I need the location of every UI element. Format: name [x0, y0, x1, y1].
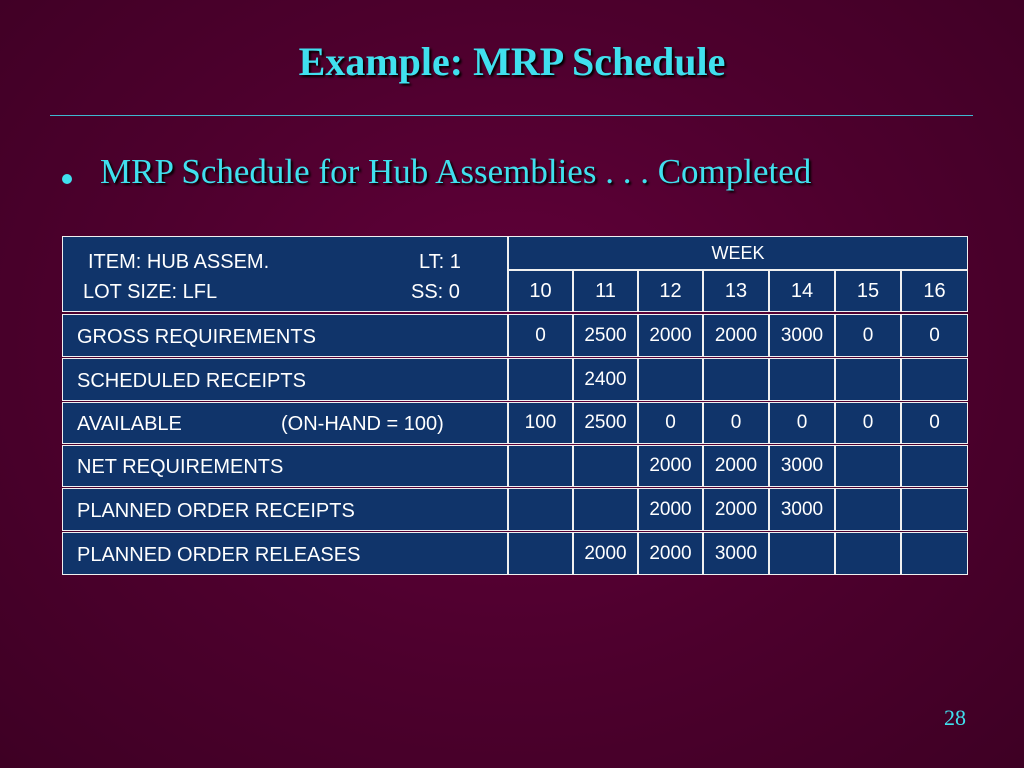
schedule-value: 2400	[584, 368, 627, 390]
schedule-value: 2000	[714, 498, 758, 520]
schedule-cell	[835, 402, 901, 444]
lot-size-label: LOT SIZE: LFL	[83, 281, 218, 303]
schedule-value: 3000	[780, 455, 824, 476]
schedule-value: 0	[862, 324, 874, 346]
schedule-cell	[901, 402, 968, 444]
week-number: 10	[529, 279, 552, 302]
schedule-cell	[703, 358, 769, 401]
schedule-cell	[508, 488, 573, 531]
schedule-value: 2000	[649, 498, 692, 520]
schedule-value: 3000	[714, 542, 758, 564]
schedule-cell	[638, 532, 703, 575]
week-number: 16	[923, 279, 946, 302]
week-column-header	[638, 270, 703, 312]
row-note: (ON-HAND = 100)	[281, 413, 444, 435]
row-label: PLANNED ORDER RECEIPTS	[77, 499, 355, 522]
row-label: AVAILABLE	[77, 413, 182, 435]
page-number: 28	[944, 705, 966, 730]
schedule-cell	[703, 314, 769, 357]
row-label: GROSS REQUIREMENTS	[77, 325, 316, 348]
schedule-cell	[573, 488, 638, 531]
row-label-cell	[62, 402, 508, 444]
item-label: ITEM: HUB ASSEM.	[88, 251, 270, 273]
week-column-header	[835, 270, 901, 312]
schedule-cell	[638, 488, 703, 531]
schedule-value: 2000	[714, 455, 758, 476]
schedule-value: 0	[730, 412, 742, 433]
schedule-cell	[703, 488, 769, 531]
slide-title: Example: MRP Schedule	[298, 39, 726, 84]
schedule-cell	[573, 532, 638, 575]
week-header-label: WEEK	[711, 242, 765, 263]
schedule-cell	[703, 402, 769, 444]
schedule-cell	[769, 532, 835, 575]
schedule-value: 0	[535, 324, 546, 346]
week-column-header	[703, 270, 769, 312]
schedule-cell	[638, 314, 703, 357]
row-label-cell	[62, 488, 508, 531]
schedule-value: 2500	[584, 412, 627, 433]
week-column-header	[508, 270, 573, 312]
schedule-value: 2000	[714, 324, 758, 346]
row-label-cell	[62, 314, 508, 357]
week-number: 12	[659, 279, 682, 302]
schedule-cell	[769, 358, 835, 401]
schedule-value: 2000	[649, 542, 692, 564]
schedule-cell	[901, 532, 968, 575]
schedule-cell	[573, 402, 638, 444]
title-divider	[50, 115, 973, 116]
row-label: PLANNED ORDER RELEASES	[77, 543, 361, 566]
item-header-panel	[62, 236, 508, 312]
schedule-value: 3000	[780, 498, 824, 520]
schedule-cell	[769, 402, 835, 444]
row-label-cell	[62, 445, 508, 487]
schedule-value: 3000	[780, 324, 824, 346]
week-column-header	[573, 270, 638, 312]
row-label: SCHEDULED RECEIPTS	[77, 369, 306, 392]
schedule-cell	[638, 445, 703, 487]
schedule-cell	[573, 358, 638, 401]
schedule-cell	[573, 445, 638, 487]
schedule-value: 2000	[649, 324, 692, 346]
week-number: 13	[724, 279, 748, 302]
schedule-cell	[835, 358, 901, 401]
row-label: NET REQUIREMENTS	[77, 456, 284, 478]
schedule-value: 100	[524, 412, 557, 433]
schedule-cell	[508, 445, 573, 487]
schedule-value: 0	[796, 412, 808, 433]
schedule-cell	[703, 445, 769, 487]
week-column-header	[901, 270, 968, 312]
schedule-cell	[769, 445, 835, 487]
week-number: 11	[595, 279, 616, 302]
schedule-cell	[769, 488, 835, 531]
schedule-cell	[703, 532, 769, 575]
week-column-header	[769, 270, 835, 312]
bullet-text: MRP Schedule for Hub Assemblies . . . Completed	[100, 152, 812, 191]
lead-time-label: LT: 1	[419, 251, 461, 273]
schedule-cell	[901, 445, 968, 487]
week-number: 15	[856, 279, 880, 302]
schedule-value: 2500	[584, 324, 627, 346]
schedule-value: 2000	[649, 455, 692, 476]
schedule-value: 0	[929, 412, 940, 433]
schedule-cell	[508, 358, 573, 401]
schedule-cell	[835, 314, 901, 357]
week-header	[508, 236, 968, 270]
schedule-value: 2000	[584, 542, 627, 564]
week-number: 14	[790, 279, 814, 302]
schedule-cell	[508, 314, 573, 357]
safety-stock-label: SS: 0	[411, 281, 460, 303]
schedule-cell	[769, 314, 835, 357]
schedule-value: 0	[929, 324, 940, 346]
schedule-cell	[638, 402, 703, 444]
schedule-value: 0	[665, 412, 676, 433]
schedule-cell	[835, 488, 901, 531]
schedule-cell	[901, 488, 968, 531]
row-label-cell	[62, 358, 508, 401]
schedule-cell	[638, 358, 703, 401]
schedule-cell	[835, 445, 901, 487]
schedule-cell	[835, 532, 901, 575]
schedule-cell	[508, 532, 573, 575]
schedule-cell	[573, 314, 638, 357]
schedule-cell	[508, 402, 573, 444]
bullet-dot-icon	[62, 174, 72, 184]
schedule-value: 0	[862, 412, 874, 433]
schedule-cell	[901, 358, 968, 401]
schedule-cell	[901, 314, 968, 357]
row-label-cell	[62, 532, 508, 575]
